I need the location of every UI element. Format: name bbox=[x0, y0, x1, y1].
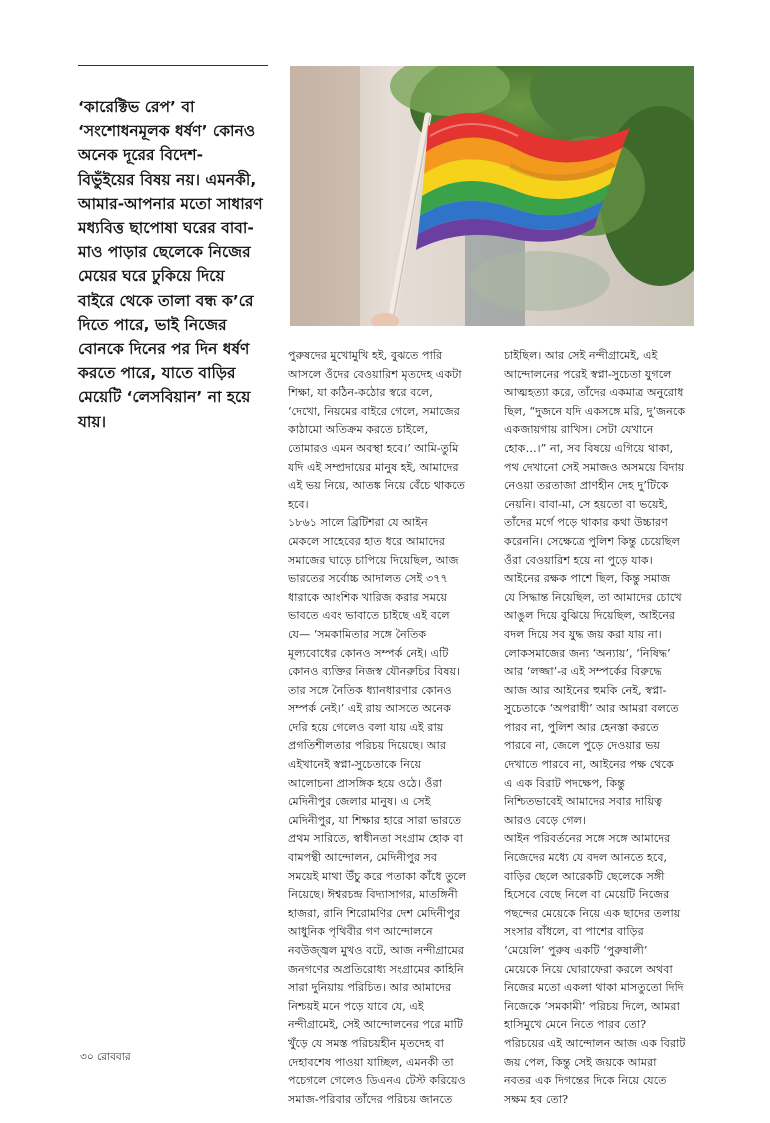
article-line: ওঁরা বেওয়ারিশ হয়ে না পুড়ে যাক। bbox=[504, 553, 653, 567]
pull-quote-line: মেয়েটি ‘লেসবিয়ান’ না হয়ে bbox=[78, 388, 251, 407]
article-line: সমাজের ঘাড়ে চাপিয়ে দিয়েছিল, আজ bbox=[288, 553, 459, 567]
article-line: পারবে না, জেলে পুড়ে দেওয়ার ভয় bbox=[504, 739, 660, 753]
article-line: আরও বেড়ে গেল। bbox=[504, 813, 587, 827]
article-line: ছিল, “দুজনে যদি একসঙ্গে মরি, দু’জনকে bbox=[504, 404, 686, 418]
article-line: বাড়ির ছেলে আরেকটি ছেলেকে সঙ্গী bbox=[504, 869, 665, 883]
article-line: আইন পরিবর্তনের সঙ্গে সঙ্গে আমাদের bbox=[504, 832, 671, 846]
article-line: করেননি। সেক্ষেত্রে পুলিশ কিন্তু চেয়েছিল bbox=[504, 534, 680, 548]
pull-quote-line: বাইরে থেকে তালা বন্ধ ক’রে bbox=[78, 291, 254, 310]
article-line: পথ দেখানো সেই সমাজও অসময়ে বিদায় bbox=[504, 460, 685, 474]
article-line: নবউজ্জ্বল মুখও বটে, আজ নন্দীগ্রামের bbox=[288, 944, 465, 957]
article-line: দেখাতে পারবে না, আইনের পক্ষ থেকে bbox=[504, 758, 674, 772]
article-line: হোক…।” না, সব বিষয়ে এগিয়ে থাকা, bbox=[504, 441, 674, 455]
article-line: তোমারও এমন অবস্থা হবে।’ আমি-তুমি bbox=[288, 441, 459, 455]
article-line: বামপন্থী আন্দোলন, মেদিনীপুর সব bbox=[288, 851, 438, 865]
article-line: শিক্ষা, যা কঠিন-কঠোর স্বরে বলে, bbox=[288, 386, 433, 400]
article-line: আধুনিক পৃথিবীর গণ আন্দোলনে bbox=[288, 925, 433, 939]
article-line: এইখানেই স্বপ্না-সুচেতাকে নিয়ে bbox=[288, 758, 422, 772]
article-line: চাইছিল। আর সেই নন্দীগ্রামেই, এই bbox=[504, 349, 658, 362]
article-line: নিশ্চয়ই মনে পড়ে যাবে যে, এই bbox=[288, 999, 424, 1013]
article-line: একজায়গায় রাখিস। সেটা যেখানে bbox=[504, 423, 654, 437]
rainbow-flag-icon bbox=[290, 66, 694, 326]
article-line: প্রগতিশীলতার পরিচয় দিয়েছে। আর bbox=[288, 739, 447, 753]
article-line: পরিচয়ের এই আন্দোলন আজ এক বিরাট bbox=[504, 1036, 686, 1050]
article-line: তার সঙ্গে নৈতিক ধ্যানধারণার কোনও bbox=[288, 683, 452, 697]
article-line: মেদিনীপুর জেলার মানুষ। এ সেই bbox=[288, 795, 431, 809]
article-column-right bbox=[504, 347, 704, 1109]
article-line: সমাজ-পরিবার তাঁদের পরিচয় জানতে bbox=[288, 1092, 453, 1106]
article-line: নবতর এক দিগন্তের দিকে নিয়ে যেতে bbox=[504, 1074, 667, 1088]
article-line: তাঁদের মর্গে পড়ে থাকার কথা উচ্চারণ bbox=[504, 516, 668, 530]
article-column-left bbox=[288, 347, 488, 1109]
article-line: মেয়েকে নিয়ে ঘোরাফেরা করলে অথবা bbox=[504, 962, 673, 976]
article-line: সময়েই মাথা উঁচু করে পতাকা কাঁধে তুলে bbox=[288, 869, 467, 883]
pull-quote-line: বিভুঁইয়ের বিষয় নয়। এমনকী, bbox=[78, 170, 257, 189]
article-line: প্রথম সারিতে, স্বাধীনতা সংগ্রাম হোক বা bbox=[288, 832, 463, 846]
pull-quote-line: মেয়ের ঘরে ঢুকিয়ে দিয়ে bbox=[78, 267, 225, 286]
pull-quote-line: ‘সংশোধনমূলক ধর্ষণ’ কোনও bbox=[78, 122, 256, 141]
article-line: ভারতের সর্বোচ্চ আদালত সেই ৩৭৭ bbox=[288, 572, 448, 586]
article-line: ‘মেয়েলি’ পুরুষ একটি ‘পুরুষালী’ bbox=[504, 944, 648, 957]
top-rule bbox=[78, 65, 268, 66]
article-line: মূল্যবোধের কোনও সম্পর্ক নেই। এটি bbox=[288, 646, 449, 660]
article-line: আলোচনা প্রাসঙ্গিক হয়ে ওঠে। ওঁরা bbox=[288, 776, 443, 790]
article-line: সক্ষম হব তো? bbox=[504, 1092, 569, 1106]
article-line: যে সিদ্ধান্ত নিয়েছিল, তা আমাদের চোখে bbox=[504, 590, 682, 604]
article-line: মেদিনীপুর, যা শিক্ষার হারে সারা ভারতে bbox=[288, 813, 462, 827]
article-line: নেয়নি। বাবা-মা, সে হয়তো বা ভয়েই, bbox=[504, 497, 668, 511]
pull-quote-line: যায়। bbox=[78, 412, 107, 431]
article-line: হিসেবে বেছে নিলে বা মেয়েটি নিজের bbox=[504, 888, 670, 902]
article-line: হাজরা, রানি শিরোমণির দেশ মেদিনীপুর bbox=[288, 906, 461, 920]
article-line: সারা দুনিয়ায় পরিচিত। আর আমাদের bbox=[288, 981, 452, 995]
article-line: নন্দীগ্রামেই, সেই আন্দোলনের পরে মাটি bbox=[288, 1018, 463, 1032]
article-line: ভাবতে এবং ভাবাতে চাইছে এই বলে bbox=[288, 609, 450, 623]
article-line: পচেগলে গেলেও ডিএনএ টেস্ট করিয়েও bbox=[288, 1074, 466, 1088]
article-line: আন্দোলনের পরেই স্বপ্না-সুচেতা যুগলে bbox=[504, 367, 672, 381]
pull-quote-line: আমার-আপনার মতো সাধারণ bbox=[78, 194, 263, 213]
article-line: জয় পেল, কিন্তু সেই জয়কে আমরা bbox=[504, 1055, 657, 1069]
article-line: নিজের মতো একলা থাকা মাসতুতো দিদি bbox=[504, 981, 684, 995]
pull-quote-line: মাও পাড়ার ছেলেকে নিজের bbox=[78, 243, 251, 262]
article-line: দেরি হয়ে গেলেও বলা যায় এই রায় bbox=[288, 720, 444, 734]
article-line: পুরুষদের মুখোমুখি হই, বুঝতে পারি bbox=[288, 349, 443, 362]
article-line: জনগণের অপ্রতিরোধ্য সংগ্রামের কাহিনি bbox=[288, 962, 464, 976]
article-line: যদি এই সম্প্রদায়ের মানুষ হই, আমাদের bbox=[288, 460, 459, 474]
article-line: কাঠামো অতিক্রম করতে চাইলে, bbox=[288, 423, 429, 437]
article-line: মেকলে সাহেবের হাত ধরে আমাদের bbox=[288, 534, 445, 548]
article-line: কোনও ব্যক্তির নিজস্ব যৌনরুচির বিষয়। bbox=[288, 665, 461, 679]
article-line: এই ভয় নিয়ে, আতঙ্ক নিয়ে বেঁচে থাকতে bbox=[288, 479, 466, 493]
article-line: আর ‘লজ্জা’-র এই সম্পর্কের বিরুদ্ধে bbox=[504, 665, 662, 679]
article-line: আজ আর আইনের হুমকি নেই, স্বপ্না- bbox=[504, 683, 667, 697]
article-line: আত্মহত্যা করে, তাঁদের একমাত্র অনুরোধ bbox=[504, 386, 684, 400]
article-line: নিশ্চিতভাবেই আমাদের সবার দায়িত্ব bbox=[504, 795, 663, 809]
article-line: নিজেকে ‘সমকামী’ পরিচয় দিলে, আমরা bbox=[504, 999, 680, 1013]
article-line: নিজেদের মধ্যে যে বদল আনতে হবে, bbox=[504, 851, 668, 865]
publication-name: রোববার bbox=[97, 1051, 131, 1063]
article-line: সুচেতাকে ‘অপরাধী’ আর আমরা বলতে bbox=[504, 702, 679, 716]
article-line: হবে। bbox=[288, 497, 309, 511]
pull-quote-line: করতে পারে, যাতে বাড়ির bbox=[78, 364, 236, 383]
article-line: আসলে ওঁদের বেওয়ারিশ মৃতদেহ একটা bbox=[288, 367, 462, 381]
article-line: পারব না, পুলিশ আর হেনস্তা করতে bbox=[504, 720, 659, 734]
article-line: সংসার বাঁধলে, বা পাশের বাড়ির bbox=[504, 925, 644, 939]
article-line: এ এক বিরাট পদক্ষেপ, কিন্তু bbox=[504, 776, 625, 790]
pull-quote-line: মধ্যবিত্ত ছাপোষা ঘরের বাবা- bbox=[78, 219, 254, 238]
article-line: আইনের রক্ষক পাশে ছিল, কিন্তু সমাজ bbox=[504, 572, 671, 586]
photo bbox=[290, 66, 694, 326]
article-line: ১৮৬১ সালে ব্রিটিশরা যে আইন bbox=[288, 516, 428, 530]
page-footer bbox=[80, 1050, 131, 1067]
pull-quote-line: বোনকে দিনের পর দিন ধর্ষণ bbox=[78, 340, 250, 359]
article-line: যে— ‘সমকামিতার সঙ্গে নৈতিক bbox=[288, 627, 427, 641]
article-line: দেহাবশেষ পাওয়া যাচ্ছিল, এমনকী তা bbox=[288, 1055, 454, 1069]
article-line: ধারাকে আংশিক খারিজ করার সময়ে bbox=[288, 590, 447, 604]
article-line: আঙুল দিয়ে বুঝিয়ে দিয়েছিল, আইনের bbox=[504, 609, 676, 623]
article-line: লোকসমাজের জন্য ‘অন্যায়’, ‘নিষিদ্ধ’ bbox=[504, 646, 671, 660]
pull-quote bbox=[78, 95, 274, 434]
article-line: পছন্দের মেয়েকে নিয়ে এক ছাদের তলায় bbox=[504, 906, 681, 920]
article-line: নেওয়া তরতাজা প্রাণহীন দেহ দু’টিকে bbox=[504, 479, 669, 493]
pull-quote-line: দিতে পারে, ভাই নিজের bbox=[78, 315, 227, 334]
pull-quote-line: ‘কারেক্টিভ রেপ’ বা bbox=[78, 98, 195, 116]
pull-quote-line: অনেক দূরের বিদেশ- bbox=[78, 146, 204, 165]
article-line: বদল দিয়ে সব যুদ্ধ জয় করা যায় না। bbox=[504, 627, 662, 641]
article-line: সম্পর্ক নেই।’ এই রায় আসতে অনেক bbox=[288, 702, 451, 716]
article-line: নিয়েছে। ঈশ্বরচন্দ্র বিদ্যাসাগর, মাতঙ্গিনী bbox=[288, 888, 458, 902]
article-line: হাসিমুখে মেনে নিতে পারব তো? bbox=[504, 1018, 647, 1032]
article-line: খুঁড়ে যে সমস্ত পরিচয়হীন মৃতদেহ বা bbox=[288, 1036, 444, 1050]
page-number: ৩০ bbox=[80, 1051, 94, 1063]
article-line: ‘দেখো, নিয়মের বাইরে গেলে, সমাজের bbox=[288, 404, 460, 418]
